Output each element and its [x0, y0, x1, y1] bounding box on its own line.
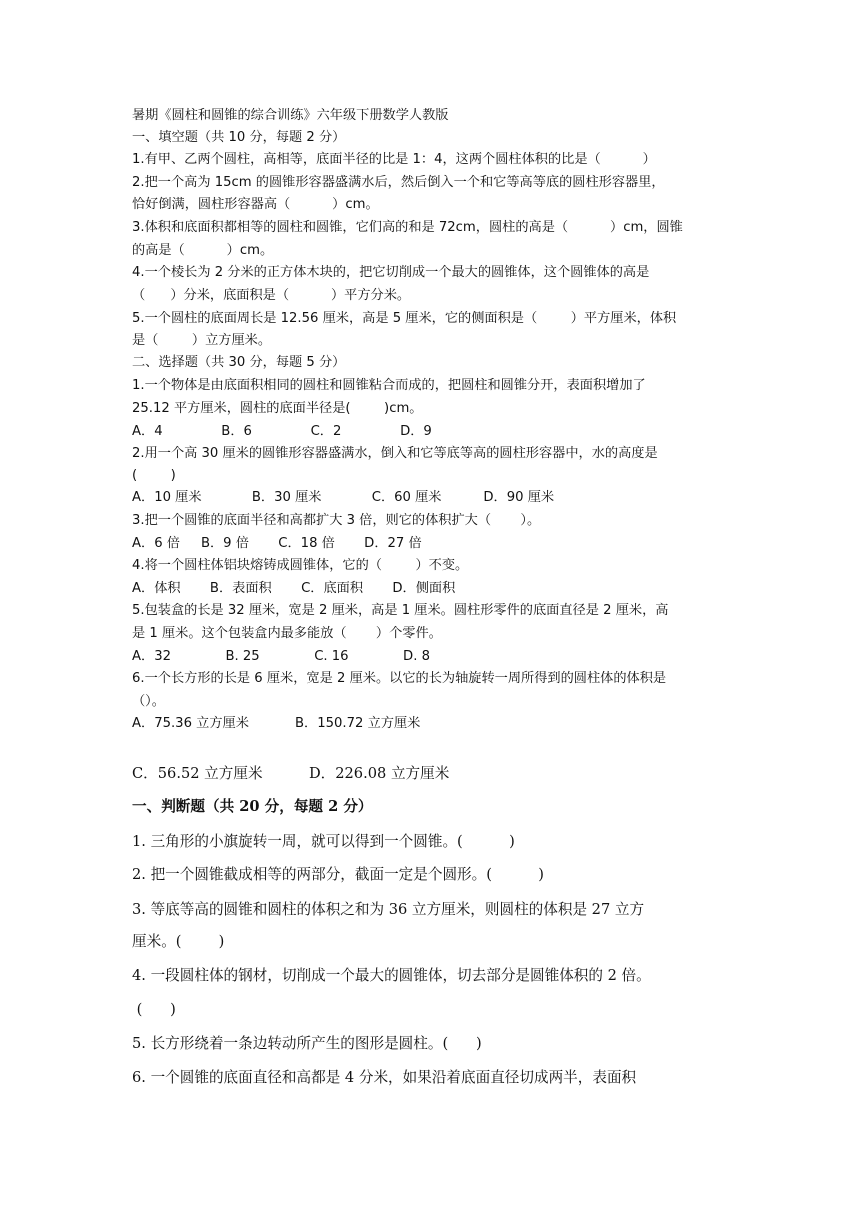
- question-text: （）。: [132, 694, 165, 709]
- question-text: ( ): [132, 1001, 176, 1018]
- question-text: 3.把一个圆锥的底面半径和高都扩大 3 倍，则它的体积扩大（ ）。: [132, 513, 541, 528]
- answer-options: A．10 厘米 B．30 厘米 C．60 厘米 D．90 厘米: [132, 490, 555, 505]
- question-text: 5.一个圆柱的底面周长是 12.56 厘米，高是 5 厘米，它的侧面积是（ ）平方厘米，体积: [132, 311, 677, 326]
- question-text: 3. 等底等高的圆锥和圆柱的体积之和为 36 立方厘米，则圆柱的体积是 27 立方: [132, 901, 645, 918]
- question-text: 4.将一个圆柱体铝块熔铸成圆锥体，它的（ ）不变。: [132, 558, 469, 573]
- question-text: 2.把一个高为 15cm 的圆锥形容器盛满水后，然后倒入一个和它等高等底的圆柱形容器里，: [132, 175, 665, 190]
- answer-options: A．32 B. 25 C. 16 D. 8: [132, 649, 430, 664]
- answer-options: A．75.36 立方厘米 B．150.72 立方厘米: [132, 716, 421, 731]
- question-text: 6.一个长方形的长是 6 厘米，宽是 2 厘米。以它的长为轴旋转一周所得到的圆柱体的体积是: [132, 671, 667, 686]
- answer-options: C．56.52 立方厘米 D．226.08 立方厘米: [132, 765, 450, 782]
- answer-options: A．6 倍 B．9 倍 C．18 倍 D．27 倍: [132, 536, 422, 551]
- question-text: 厘米。( ): [132, 933, 225, 950]
- section-heading-choice: 二、选择题（共 30 分，每题 5 分）: [132, 355, 346, 370]
- question-text: ( ): [132, 468, 176, 483]
- question-text: 4.一个棱长为 2 分米的正方体木块的，把它切削成一个最大的圆锥体，这个圆锥体的高是: [132, 265, 650, 280]
- answer-options: A．4 B．6 C．2 D．9: [132, 424, 432, 439]
- question-text: 6. 一个圆锥的底面直径和高都是 4 分米，如果沿着底面直径切成两半，表面积: [132, 1069, 637, 1086]
- question-text: 1. 三角形的小旗旋转一周，就可以得到一个圆锥。( ): [132, 833, 515, 850]
- question-text: 5. 长方形绕着一条边转动所产生的图形是圆柱。( ): [132, 1035, 482, 1052]
- question-text: 恰好倒满，圆柱形容器高（ ）cm。: [132, 197, 379, 212]
- document-title: 暑期《圆柱和圆锥的综合训练》六年级下册数学人教版: [132, 108, 449, 123]
- question-text: 1.有甲、乙两个圆柱，高相等，底面半径的比是 1：4，这两个圆柱体积的比是（ ）: [132, 152, 656, 167]
- question-text: 2. 把一个圆锥截成相等的两部分，截面一定是个圆形。( ): [132, 866, 544, 883]
- question-text: 5.包装盒的长是 32 厘米，宽是 2 厘米，高是 1 厘米。圆柱形零件的底面直径是 2 厘米，高: [132, 603, 669, 618]
- question-text: 3.体积和底面积都相等的圆柱和圆锥，它们高的和是 72cm，圆柱的高是（ ）cm，圆锥: [132, 220, 683, 235]
- question-text: 的高是（ ）cm。: [132, 243, 274, 258]
- question-text: 1.一个物体是由底面积相同的圆柱和圆锥粘合而成的，把圆柱和圆锥分开，表面积增加了: [132, 378, 646, 393]
- question-text: （ ）分米，底面积是（ ）平方分米。: [132, 288, 411, 303]
- section-heading-fill-in: 一、填空题（共 10 分，每题 2 分）: [132, 130, 346, 145]
- question-text: 25.12 平方厘米，圆柱的底面半径是( )cm。: [132, 401, 423, 416]
- section-heading-true-false: 一、判断题（共 20 分，每题 2 分）: [132, 798, 373, 815]
- question-text: 是 1 厘米。这个包装盒内最多能放（ ）个零件。: [132, 626, 442, 641]
- question-text: 是（ ）立方厘米。: [132, 333, 272, 348]
- question-text: 2.用一个高 30 厘米的圆锥形容器盛满水，倒入和它等底等高的圆柱形容器中，水的高度是: [132, 446, 658, 461]
- question-text: 4. 一段圆柱体的钢材，切削成一个最大的圆锥体，切去部分是圆锥体积的 2 倍。: [132, 967, 651, 984]
- answer-options: A．体积 B．表面积 C．底面积 D．侧面积: [132, 581, 456, 596]
